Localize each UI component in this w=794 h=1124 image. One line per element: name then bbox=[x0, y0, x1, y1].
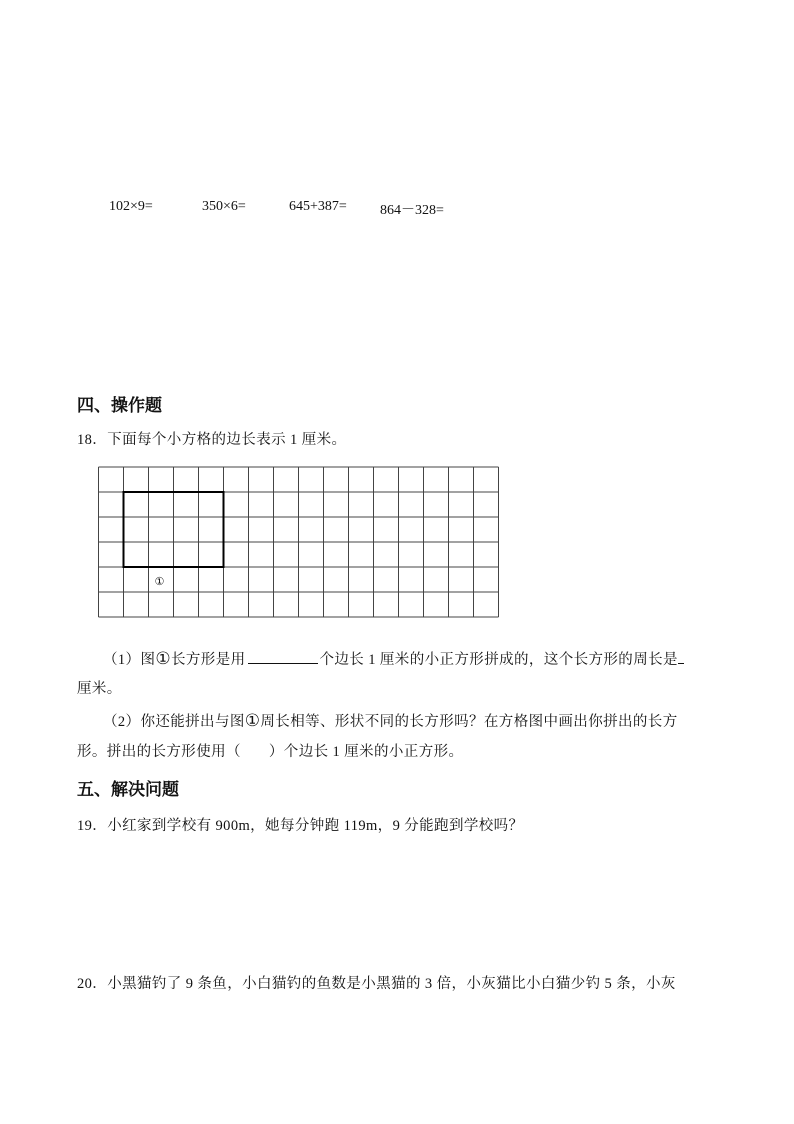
figure-1-mark: ① bbox=[155, 649, 171, 668]
part-1-prefix: （1）图 bbox=[103, 652, 156, 668]
question-19: 19．小红家到学校有 900m，她每分钟跑 119m，9 分能跑到学校吗？ bbox=[77, 818, 524, 834]
part-1-mid: 长方形是用 bbox=[171, 652, 246, 668]
calc-item-2: 350×6= bbox=[202, 199, 246, 214]
part-2-prefix: （2）你还能拼出与图 bbox=[103, 714, 245, 730]
part-2-line-2 bbox=[77, 740, 463, 761]
question-20: 20．小黑猫钓了 9 条鱼，小白猫钓的鱼数是小黑猫的 3 倍，小灰猫比小白猫少钓 5 条，小灰 bbox=[77, 976, 676, 992]
part-1-after-blank: 个边长 1 厘米的小正方形拼成的，这个长方形的周长是 bbox=[319, 652, 678, 668]
section-4-title: 四、操作题 bbox=[77, 396, 162, 416]
part-2-line-2-start: 形。拼出的长方形使用（ bbox=[77, 744, 241, 760]
section-5-title: 五、解决问题 bbox=[77, 780, 179, 800]
part-2-line-2-end: ）个边长 1 厘米的小正方形。 bbox=[268, 744, 464, 760]
part-1-line-2: 厘米。 bbox=[77, 681, 122, 697]
answer-blank-perimeter[interactable] bbox=[678, 649, 684, 664]
question-18-part-2 bbox=[103, 710, 678, 731]
calc-item-4: 864－328= bbox=[380, 203, 444, 218]
rectangle-1-label: ① bbox=[154, 575, 165, 588]
question-18-part-1 bbox=[103, 648, 684, 669]
answer-blank-squares[interactable] bbox=[248, 649, 318, 664]
calc-item-3: 645+387= bbox=[289, 199, 347, 214]
calc-item-1: 102×9= bbox=[109, 199, 153, 214]
part-2-line-1-rest: 周长相等、形状不同的长方形吗？在方格图中画出你拼出的长方 bbox=[260, 714, 678, 730]
figure-1-mark: ① bbox=[244, 711, 261, 730]
square-grid[interactable] bbox=[97, 466, 501, 618]
question-18-stem: 18．下面每个小方格的边长表示 1 厘米。 bbox=[77, 432, 347, 448]
grid-lines bbox=[99, 467, 499, 617]
